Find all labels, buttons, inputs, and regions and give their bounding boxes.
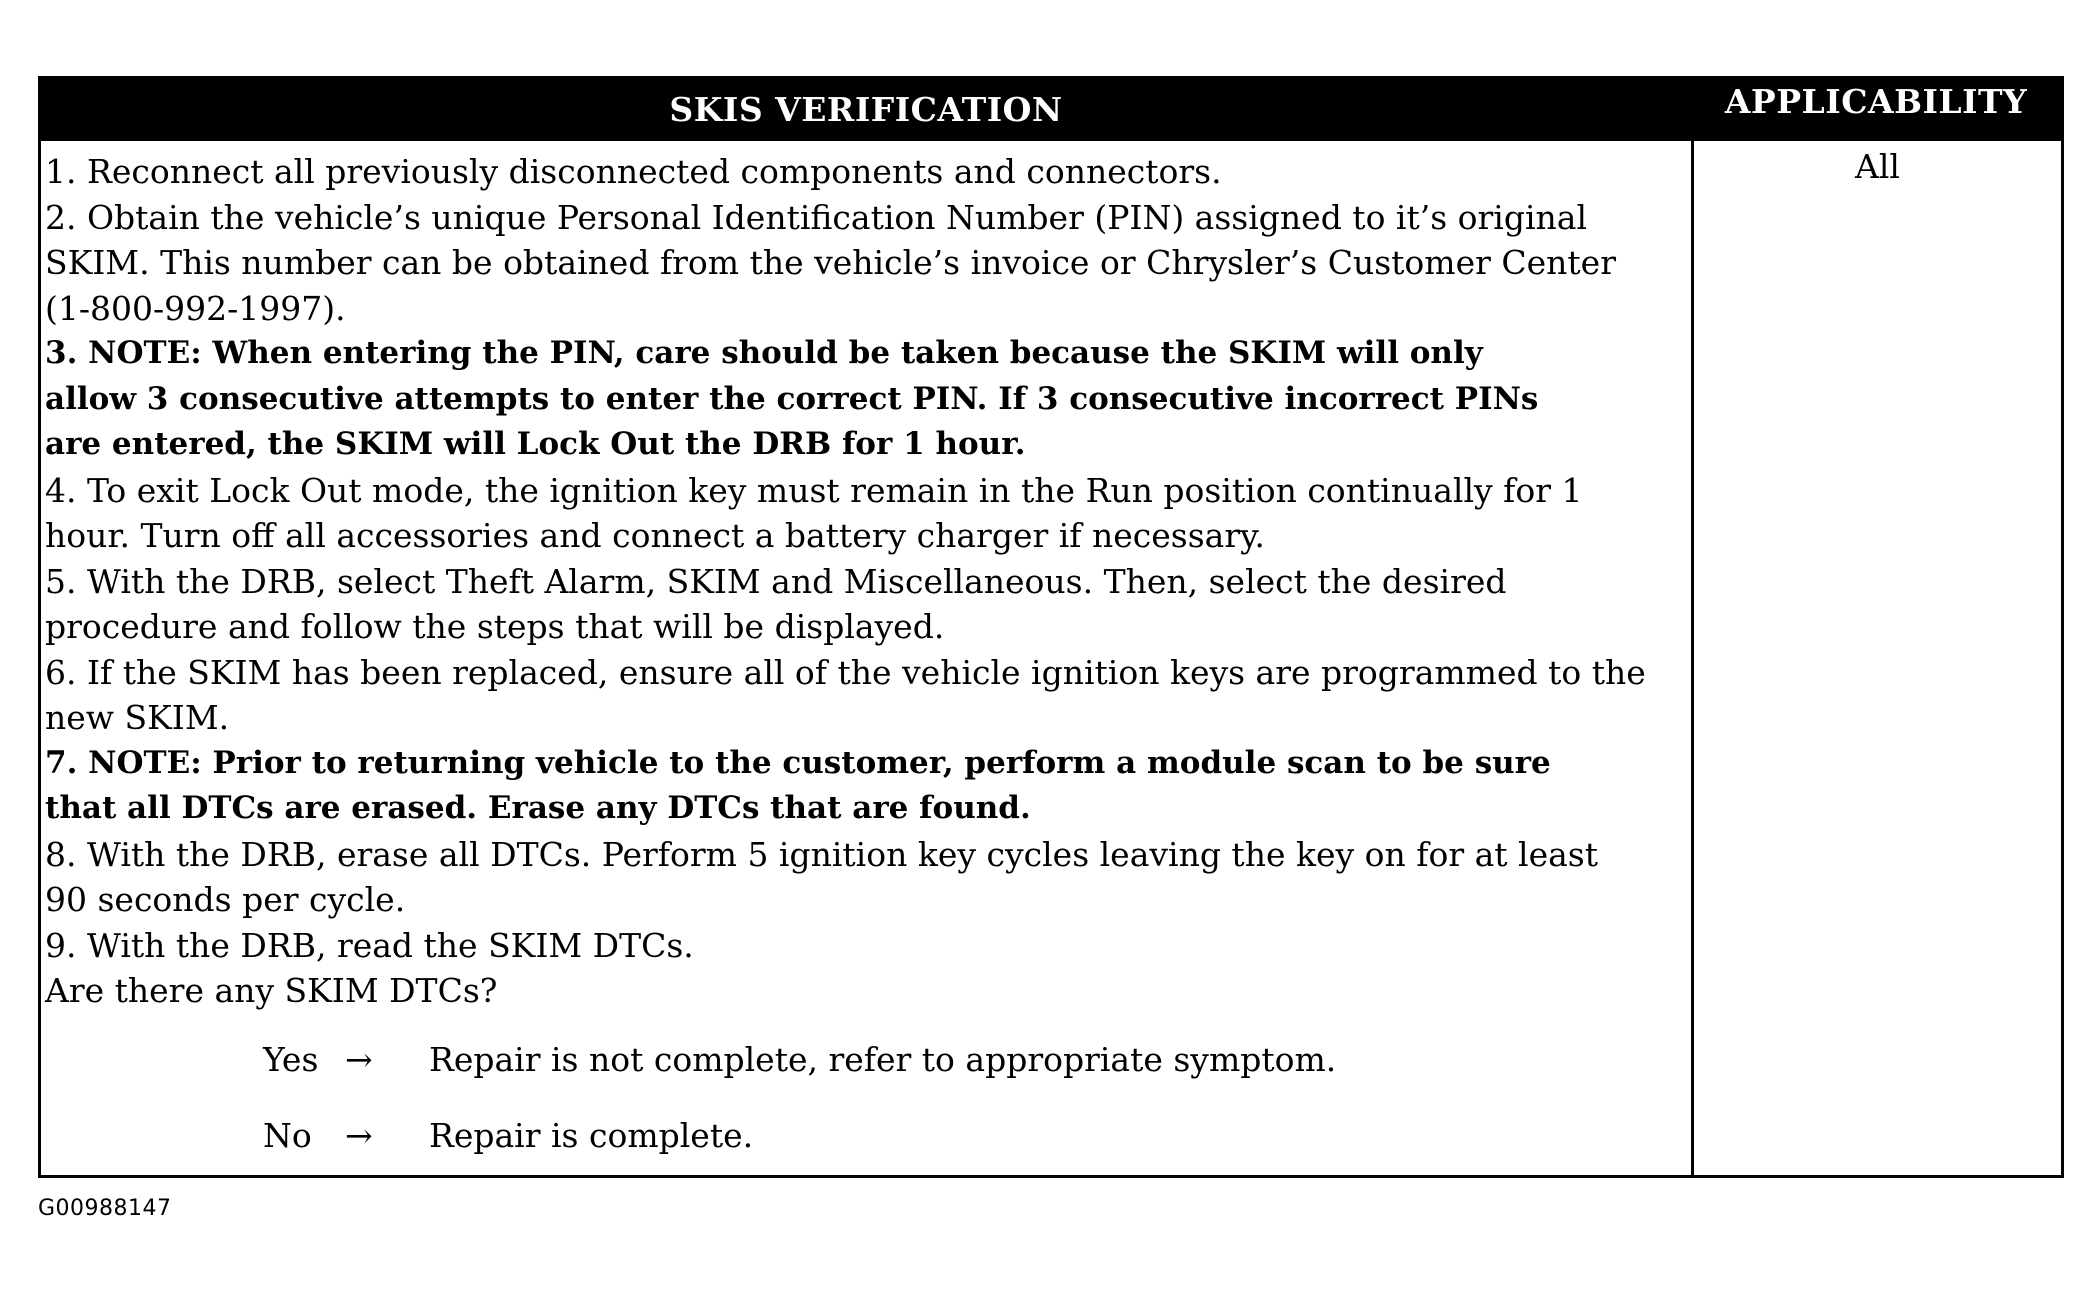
answer-yes-text: Repair is not complete, refer to appropriate symptom.	[429, 1039, 1337, 1079]
applicability-header: APPLICABILITY	[1724, 82, 2028, 121]
step-4-line-2: hour. Turn off all accessories and connect a battery charger if necessary.	[45, 516, 1265, 555]
answer-yes-row	[263, 1030, 1681, 1106]
step-2-line-2: SKIM. This number can be obtained from the vehicle’s invoice or Chrysler’s Customer Center	[45, 243, 1616, 282]
step-9-line-1: 9. With the DRB, read the SKIM DTCs.	[45, 925, 694, 965]
applicability-value: All	[1855, 147, 1900, 186]
figure-id: G00988147	[38, 1196, 172, 1221]
answer-no-label: No	[263, 1115, 312, 1155]
answer-no-row	[263, 1106, 1681, 1182]
steps-list	[45, 149, 1681, 968]
step-3-line-2: allow 3 consecutive attempts to enter the correct PIN. If 3 consecutive incorrect PINs	[45, 380, 1539, 417]
step-5-line-2: procedure and follow the steps that will be displayed.	[45, 607, 945, 646]
procedure-column	[41, 149, 1681, 1182]
step-2-line-1: 2. Obtain the vehicle’s unique Personal Identification Number (PIN) assigned to it’s original	[45, 197, 1588, 237]
step-8-line-1: 8. With the DRB, erase all DTCs. Perform 5 ignition key cycles leaving the key on for at least	[45, 834, 1598, 874]
step-5-line-1: 5. With the DRB, select Theft Alarm, SKIM and Miscellaneous. Then, select the desired	[45, 561, 1507, 601]
step-8-line-2: 90 seconds per cycle.	[45, 880, 406, 919]
verification-table	[38, 76, 2064, 1178]
table-header	[41, 79, 2061, 141]
column-divider	[1691, 141, 1694, 1175]
step-1-line-1: 1. Reconnect all previously disconnected components and connectors.	[45, 152, 1222, 191]
step-7-line-1: 7. NOTE: Prior to returning vehicle to the customer, perform a module scan to be sure	[45, 744, 1551, 781]
step-7-line-2: that all DTCs are erased. Erase any DTCs that are found.	[45, 790, 1031, 826]
arrow-right-icon: →	[345, 1115, 373, 1155]
step-6-line-2: new SKIM.	[45, 698, 230, 737]
table-title: SKIS VERIFICATION	[669, 90, 1063, 129]
step-6-line-1: 6. If the SKIM has been replaced, ensure all of the vehicle ignition keys are programmed to the	[45, 652, 1646, 692]
step-3-line-1: 3. NOTE: When entering the PIN, care should be taken because the SKIM will only	[45, 335, 1483, 371]
step-3-line-3: are entered, the SKIM will Lock Out the DRB for 1 hour.	[45, 426, 1026, 462]
answer-yes-label: Yes	[263, 1039, 319, 1079]
question-text: Are there any SKIM DTCs?	[45, 971, 498, 1010]
answers-block	[45, 1030, 1681, 1182]
answer-no-text: Repair is complete.	[429, 1115, 754, 1155]
step-2-line-3: (1-800-992-1997).	[45, 288, 346, 328]
step-4-line-1: 4. To exit Lock Out mode, the ignition key must remain in the Run position continually for 1	[45, 470, 1583, 510]
arrow-right-icon: →	[345, 1039, 373, 1079]
